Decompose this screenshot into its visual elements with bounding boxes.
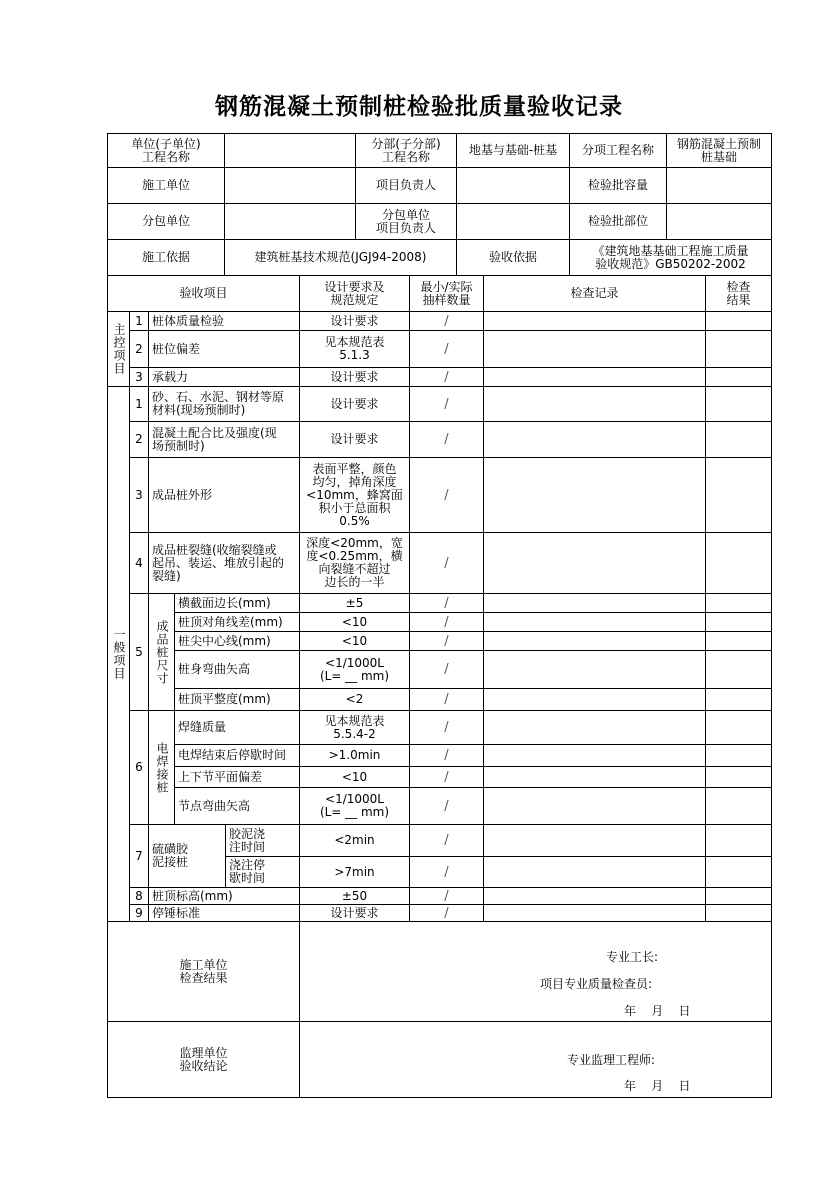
- item-name: [225, 856, 300, 888]
- sample-count-text: /: [444, 864, 449, 880]
- item-number-text: 1: [135, 313, 143, 328]
- item-number: [129, 421, 149, 458]
- col-sample-text: 最小/实际 抽样数量: [420, 279, 473, 307]
- design-requirement-text: <10: [341, 614, 368, 629]
- design-requirement-text: 设计要求: [330, 905, 379, 920]
- construction-check-label-text: 施工单位 检查结果: [179, 957, 228, 985]
- construction-check-area[interactable]: [299, 921, 772, 1022]
- item-name: [174, 631, 300, 651]
- item-number: [129, 710, 149, 825]
- sample-count-text: /: [444, 692, 449, 707]
- check-result-field[interactable]: [705, 766, 772, 788]
- check-result-field[interactable]: [705, 650, 772, 689]
- design-requirement-text: >7min: [334, 864, 375, 879]
- item-name: [174, 612, 300, 632]
- sample-count-text: /: [444, 341, 449, 357]
- acceptance-basis-label-text: 验收依据: [488, 250, 537, 264]
- item-name: [148, 367, 300, 387]
- design-requirement: [299, 904, 410, 922]
- design-requirement: [299, 631, 410, 651]
- design-requirement: [299, 532, 410, 594]
- check-result-field[interactable]: [705, 386, 772, 422]
- check-record-field[interactable]: [483, 457, 706, 533]
- item-number-text: 7: [135, 848, 143, 863]
- item-name-text: 桩尖中心线(mm): [178, 633, 271, 648]
- check-record-field[interactable]: [483, 766, 706, 788]
- check-record-field[interactable]: [483, 887, 706, 905]
- design-requirement-text: 设计要求: [330, 396, 379, 411]
- batch-location-field[interactable]: [666, 203, 772, 240]
- item-number-text: 1: [135, 396, 143, 411]
- check-record-field[interactable]: [483, 367, 706, 387]
- check-record-field[interactable]: [483, 330, 706, 368]
- design-requirement-text: 深度<20mm，宽 度<0.25mm，横 向裂缝不超过 边长的一半: [306, 536, 403, 589]
- item-number-text: 2: [135, 432, 143, 446]
- project-manager-label: [355, 167, 457, 204]
- sample-count-text: /: [444, 614, 449, 630]
- acceptance-basis-value-text: 《建筑地基基础工程施工质量 验收规范》GB50202-2002: [592, 243, 749, 271]
- batch-location-label: [569, 203, 667, 240]
- page-title: 钢筋混凝土预制桩检验批质量验收记录: [215, 94, 623, 120]
- item-name-text: 桩顶标高(mm): [152, 888, 233, 903]
- sample-count: [409, 710, 484, 745]
- sample-count-text: /: [444, 769, 449, 785]
- group-item7-text: 硫磺胶 泥接桩: [152, 842, 189, 869]
- check-result-field[interactable]: [705, 887, 772, 905]
- item-number: [129, 386, 149, 422]
- item-number-text: 2: [135, 341, 143, 356]
- sample-count: [409, 904, 484, 922]
- subitem-value-text: 钢筋混凝土预制 桩基础: [676, 136, 761, 164]
- item-name-text: 成品桩裂缝(收缩裂缝或 起吊、装运、堆放引起的 裂缝): [152, 542, 285, 583]
- item-name: [148, 457, 300, 533]
- sample-count-text: /: [444, 595, 449, 611]
- design-requirement-text: <10: [341, 633, 368, 648]
- item-name-text: 砂、石、水泥、钢材等原 材料(现场预制时): [152, 390, 285, 417]
- sample-count-text: /: [444, 798, 449, 814]
- col-record-text: 检查记录: [570, 286, 619, 300]
- check-result-field[interactable]: [705, 787, 772, 825]
- sample-count: [409, 612, 484, 632]
- design-requirement: [299, 744, 410, 767]
- sample-count: [409, 631, 484, 651]
- col-sample: [409, 275, 484, 312]
- sample-count-text: /: [444, 555, 449, 571]
- item-name: [148, 421, 300, 458]
- sample-count-text: /: [444, 833, 449, 848]
- item-number-text: 6: [135, 760, 143, 774]
- division-label-text: 分部(子分部) 工程名称: [371, 136, 441, 164]
- check-result-field[interactable]: [705, 330, 772, 368]
- sample-count: [409, 766, 484, 788]
- item-name: [148, 887, 300, 905]
- supervision-area[interactable]: [299, 1021, 772, 1098]
- item-number: [129, 311, 149, 331]
- design-requirement: [299, 330, 410, 368]
- design-requirement-text: >1.0min: [328, 748, 381, 762]
- design-requirement-text: <1/1000L (L= __ mm): [319, 792, 390, 819]
- design-requirement: [299, 457, 410, 533]
- sample-count: [409, 887, 484, 905]
- sample-count-text: /: [444, 313, 449, 329]
- item-name: [174, 787, 300, 825]
- col-design: [299, 275, 410, 312]
- design-requirement: [299, 710, 410, 745]
- inspector-signature-label: 项目专业质量检查员:: [540, 977, 653, 991]
- acceptance-basis-value: [569, 239, 772, 276]
- group-general-text: 一般项目: [112, 628, 126, 680]
- check-result-field[interactable]: [705, 856, 772, 888]
- item-name-text: 电焊结束后停歇时间: [178, 748, 287, 762]
- item-number: [129, 593, 149, 711]
- check-record-field[interactable]: [483, 856, 706, 888]
- item-name-text: 横截面边长(mm): [178, 595, 271, 610]
- design-requirement: [299, 386, 410, 422]
- item-name-text: 焊缝质量: [178, 720, 227, 734]
- sample-count-text: /: [444, 748, 449, 763]
- construction-unit-field[interactable]: [224, 167, 356, 204]
- design-requirement: [299, 311, 410, 331]
- sample-count-text: /: [444, 633, 449, 649]
- design-requirement: [299, 766, 410, 788]
- item-name-text: 桩体质量检验: [152, 313, 225, 328]
- division-label: [355, 133, 457, 168]
- design-requirement: [299, 367, 410, 387]
- item-number-text: 5: [135, 644, 143, 659]
- group-item5-text: 成品桩尺寸: [155, 619, 169, 685]
- sample-count-text: /: [444, 432, 449, 447]
- group-main: [107, 311, 130, 387]
- check-result-field[interactable]: [705, 631, 772, 651]
- item-name: [148, 532, 300, 594]
- item-name: [148, 904, 300, 922]
- col-record: [483, 275, 706, 312]
- check-record-field[interactable]: [483, 787, 706, 825]
- sample-count: [409, 593, 484, 613]
- project-manager-field[interactable]: [456, 167, 570, 204]
- sample-count: [409, 744, 484, 767]
- item-name-text: 桩顶对角线差(mm): [178, 614, 283, 629]
- check-result-field[interactable]: [705, 421, 772, 458]
- sub-manager-field[interactable]: [456, 203, 570, 240]
- group-item5: [148, 593, 175, 711]
- batch-capacity-field[interactable]: [666, 167, 772, 204]
- unit-name-label: [107, 133, 225, 168]
- check-record-field[interactable]: [483, 311, 706, 331]
- design-requirement-text: 设计要求: [330, 313, 379, 328]
- subitem-value: [666, 133, 772, 168]
- sample-count: [409, 532, 484, 594]
- col-result-text: 检查 结果: [726, 279, 751, 307]
- check-record-field[interactable]: [483, 532, 706, 594]
- check-result-field[interactable]: [705, 532, 772, 594]
- item-number: [129, 367, 149, 387]
- check-record-field[interactable]: [483, 421, 706, 458]
- design-requirement: [299, 688, 410, 711]
- item-name-text: 浇注停 歇时间: [229, 858, 266, 885]
- item-name-text: 承载力: [152, 369, 189, 384]
- sample-count-text: /: [444, 662, 449, 677]
- check-result-field[interactable]: [705, 593, 772, 613]
- sub-unit-label-text: 分包单位: [141, 214, 190, 228]
- item-number-text: 3: [135, 369, 143, 384]
- group-item6-text: 电焊接桩: [155, 741, 169, 794]
- design-requirement: [299, 421, 410, 458]
- check-record-field[interactable]: [483, 593, 706, 613]
- engineer-signature-label: 专业监理工程师:: [567, 1053, 656, 1067]
- sample-count: [409, 311, 484, 331]
- supervision-label: [107, 1021, 300, 1098]
- subitem-label-text: 分项工程名称: [581, 143, 654, 157]
- item-name-text: 桩位偏差: [152, 341, 201, 356]
- check-result-field[interactable]: [705, 457, 772, 533]
- design-requirement-text: 表面平整，颜色 均匀，掉角深度 <10mm，蜂窝面 积小于总面积 0.5%: [306, 461, 403, 528]
- subitem-label: [569, 133, 667, 168]
- batch-capacity-label-text: 检验批容量: [587, 178, 648, 192]
- check-result-field[interactable]: [705, 744, 772, 767]
- unit-name-label-text: 单位(子单位) 工程名称: [131, 136, 201, 164]
- col-design-text: 设计要求及 规范规定: [324, 279, 385, 307]
- item-number-text: 9: [135, 905, 143, 920]
- design-requirement-text: 见本规范表 5.1.3: [324, 335, 385, 362]
- design-requirement-text: <10: [341, 769, 368, 784]
- check-record-field[interactable]: [483, 744, 706, 767]
- check-result-field[interactable]: [705, 367, 772, 387]
- item-name: [174, 710, 300, 745]
- item-name-text: 成品桩外形: [152, 487, 213, 502]
- item-name: [174, 593, 300, 613]
- sample-count: [409, 457, 484, 533]
- construction-check-label: [107, 921, 300, 1022]
- item-number: [129, 904, 149, 922]
- basis-label: [107, 239, 225, 276]
- sample-count: [409, 856, 484, 888]
- basis-label-text: 施工依据: [141, 250, 190, 264]
- sample-count: [409, 386, 484, 422]
- supervision-label-text: 监理单位 验收结论: [179, 1045, 228, 1073]
- sample-count: [409, 688, 484, 711]
- division-value: [456, 133, 570, 168]
- check-record-field[interactable]: [483, 904, 706, 922]
- item-name-text: 停锤标准: [152, 905, 201, 920]
- item-name: [225, 824, 300, 857]
- item-name-text: 胶泥浇 注时间: [229, 826, 266, 854]
- foreman-signature-label: 专业工长:: [606, 950, 659, 964]
- item-name-text: 桩身弯曲矢高: [178, 662, 251, 676]
- batch-location-label-text: 检验批部位: [587, 214, 648, 228]
- project-manager-label-text: 项目负责人: [375, 178, 436, 192]
- design-requirement: [299, 612, 410, 632]
- sample-count: [409, 421, 484, 458]
- check-result-field[interactable]: [705, 824, 772, 857]
- sample-count-text: /: [444, 396, 449, 412]
- design-requirement-text: <2: [345, 692, 364, 706]
- design-requirement: [299, 787, 410, 825]
- construction-date-label: 年 月 日: [624, 1004, 691, 1018]
- supervision-date-label: 年 月 日: [624, 1079, 691, 1093]
- basis-value-text: 建筑桩基技术规范(JGJ94-2008): [254, 250, 427, 264]
- item-name-text: 混凝土配合比及强度(现 场预制时): [152, 425, 277, 453]
- sample-count: [409, 824, 484, 857]
- item-number-text: 8: [135, 888, 143, 903]
- construction-unit-label: [107, 167, 225, 204]
- item-number: [129, 824, 149, 888]
- acceptance-basis-label: [456, 239, 570, 276]
- division-value-text: 地基与基础-桩基: [468, 143, 558, 157]
- sample-count-text: /: [444, 720, 449, 735]
- item-name: [148, 311, 300, 331]
- sample-count: [409, 650, 484, 689]
- sub-manager-label: [355, 203, 457, 240]
- check-record-field[interactable]: [483, 386, 706, 422]
- check-record-field[interactable]: [483, 631, 706, 651]
- item-name: [174, 766, 300, 788]
- check-record-field[interactable]: [483, 612, 706, 632]
- batch-capacity-label: [569, 167, 667, 204]
- sample-count-text: /: [444, 905, 449, 921]
- col-item-text: 验收项目: [179, 286, 228, 300]
- design-requirement: [299, 593, 410, 613]
- group-item7: [148, 824, 226, 888]
- item-number: [129, 532, 149, 594]
- check-record-field[interactable]: [483, 650, 706, 689]
- item-number: [129, 457, 149, 533]
- design-requirement: [299, 650, 410, 689]
- sub-unit-label: [107, 203, 225, 240]
- construction-unit-label-text: 施工单位: [141, 178, 190, 192]
- design-requirement-text: <2min: [334, 833, 375, 847]
- group-main-text: 主控项目: [112, 323, 126, 375]
- check-result-field[interactable]: [705, 904, 772, 922]
- item-name: [174, 688, 300, 711]
- sample-count: [409, 330, 484, 368]
- design-requirement-text: 设计要求: [330, 432, 379, 446]
- sample-count-text: /: [444, 888, 449, 904]
- check-result-field[interactable]: [705, 311, 772, 331]
- check-record-field[interactable]: [483, 710, 706, 745]
- item-name: [148, 386, 300, 422]
- col-item: [107, 275, 300, 312]
- design-requirement: [299, 856, 410, 888]
- design-requirement: [299, 887, 410, 905]
- sub-unit-field[interactable]: [224, 203, 356, 240]
- item-number: [129, 330, 149, 368]
- item-name-text: 桩顶平整度(mm): [178, 692, 271, 706]
- design-requirement: [299, 824, 410, 857]
- item-name: [174, 650, 300, 689]
- sub-manager-label-text: 分包单位 项目负责人: [375, 207, 436, 235]
- item-name-text: 节点弯曲矢高: [178, 798, 251, 813]
- design-requirement-text: <1/1000L (L= __ mm): [319, 655, 390, 683]
- check-result-field[interactable]: [705, 612, 772, 632]
- group-general: [107, 386, 130, 922]
- check-record-field[interactable]: [483, 824, 706, 857]
- sample-count: [409, 367, 484, 387]
- sample-count: [409, 787, 484, 825]
- unit-name-field[interactable]: [224, 133, 356, 168]
- item-name: [174, 744, 300, 767]
- item-name-text: 上下节平面偏差: [178, 769, 263, 784]
- group-item6: [148, 710, 175, 825]
- item-number-text: 4: [135, 555, 143, 570]
- col-result: [705, 275, 772, 312]
- check-result-field[interactable]: [705, 688, 772, 711]
- sample-count-text: /: [444, 487, 449, 503]
- basis-value: [224, 239, 457, 276]
- sample-count-text: /: [444, 369, 449, 385]
- check-record-field[interactable]: [483, 688, 706, 711]
- item-number: [129, 887, 149, 905]
- design-requirement-text: ±5: [345, 595, 364, 610]
- design-requirement-text: 设计要求: [330, 369, 379, 384]
- item-number-text: 3: [135, 487, 143, 502]
- item-name: [148, 330, 300, 368]
- design-requirement-text: 见本规范表 5.5.4-2: [324, 713, 385, 741]
- check-result-field[interactable]: [705, 710, 772, 745]
- design-requirement-text: ±50: [341, 888, 368, 903]
